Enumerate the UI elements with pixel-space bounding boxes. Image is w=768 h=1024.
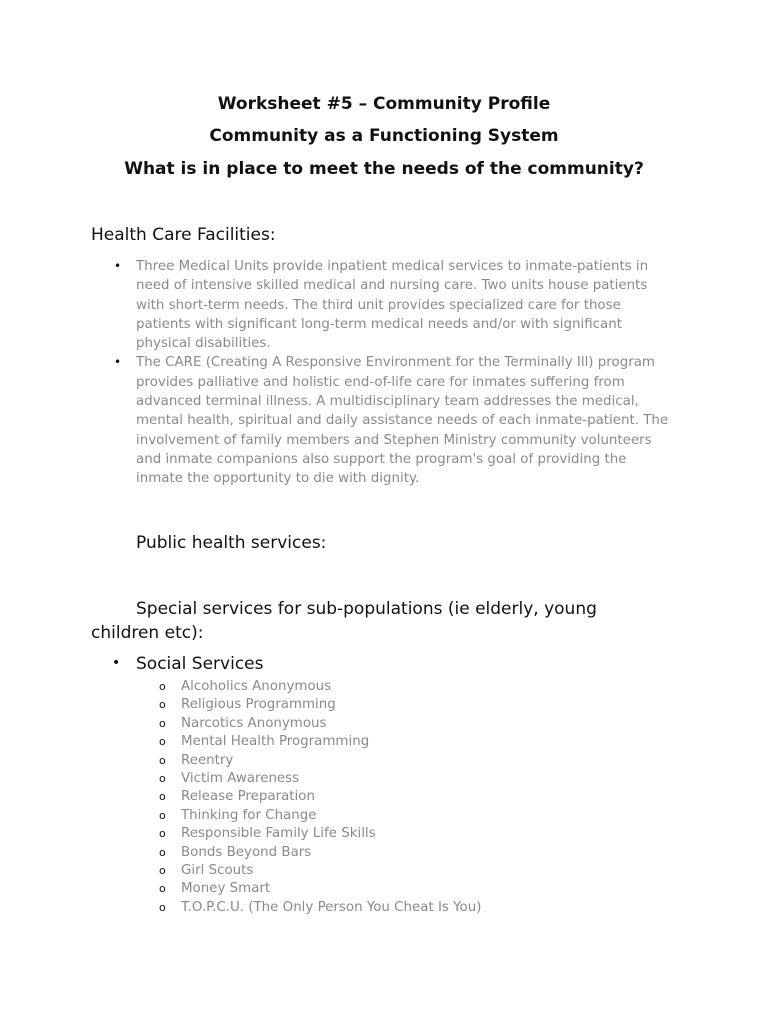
- list-item-label: Thinking for Change: [181, 807, 317, 823]
- bullet-icon: •: [112, 655, 121, 671]
- list-item: [159, 733, 481, 751]
- circle-bullet-icon: o: [159, 827, 166, 841]
- list-item-label: T.O.P.C.U. (The Only Person You Cheat Is You): [181, 899, 482, 915]
- circle-bullet-icon: o: [159, 753, 166, 767]
- list-item-label: Responsible Family Life Skills: [181, 826, 376, 842]
- facility-care-program-text: The CARE (Creating A Responsive Environment for the Terminally Ill) program provides palliative and holistic end-of-life care for inmates suffering from advanced terminal illness. A multidisciplinary team addresses the medical, mental health, spiritual and daily assistance needs of each inmate-patient. The involvement of family members and Stephen Ministry community volunteers and inmate companions also support the program's goal of providing the inmate the opportunity to die with dignity.: [136, 355, 669, 487]
- list-item-label: Girl Scouts: [181, 863, 254, 879]
- circle-bullet-icon: o: [159, 790, 166, 804]
- public-health-services-heading: Public health services:: [136, 533, 327, 553]
- circle-bullet-icon: o: [159, 882, 166, 896]
- list-item-label: Victim Awareness: [181, 771, 300, 787]
- bullet-icon: •: [114, 355, 122, 370]
- circle-bullet-icon: o: [159, 680, 166, 693]
- list-item-label: Reentry: [181, 752, 234, 768]
- circle-bullet-icon: o: [159, 845, 166, 859]
- list-item-label: Religious Programming: [181, 697, 336, 713]
- list-item-label: Alcoholics Anonymous: [181, 679, 332, 694]
- list-item: [114, 353, 676, 488]
- list-item-label: Mental Health Programming: [181, 734, 370, 750]
- circle-bullet-icon: o: [159, 864, 166, 878]
- list-item: [159, 844, 481, 862]
- worksheet-subtitle: Community as a Functioning System: [209, 126, 559, 146]
- list-item: [114, 257, 676, 353]
- social-services-list: [0, 678, 481, 917]
- social-services-heading: Social Services: [136, 654, 264, 674]
- list-item: [159, 678, 481, 696]
- list-item: [159, 807, 481, 825]
- circle-bullet-icon: o: [159, 698, 166, 712]
- health-care-facilities-heading: Health Care Facilities:: [91, 225, 276, 245]
- list-item-label: Release Preparation: [181, 789, 315, 805]
- facilities-list: [0, 257, 768, 489]
- list-item: [159, 825, 481, 843]
- special-services-heading: [91, 597, 651, 645]
- worksheet-question: What is in place to meet the needs of the community?: [124, 159, 644, 179]
- worksheet-title: Worksheet #5 – Community Profile: [217, 94, 551, 114]
- list-item-label: Narcotics Anonymous: [181, 715, 327, 731]
- bullet-icon: •: [114, 259, 122, 273]
- facility-medical-units-text: Three Medical Units provide inpatient medical services to inmate-patients in need of intensive skilled medical and nursing care. Two units house patients with short-term needs. The third unit provides specialized care for those patients with significant long-term medical needs and/or with significant physical disabilities.: [136, 259, 649, 352]
- circle-bullet-icon: o: [159, 900, 166, 914]
- list-item: [159, 788, 481, 806]
- circle-bullet-icon: o: [159, 808, 166, 822]
- list-item: [159, 752, 481, 770]
- list-item: [159, 862, 481, 880]
- special-services-heading-text: Special services for sub-populations (ie elderly, young children etc):: [91, 599, 597, 643]
- list-item: [159, 715, 481, 733]
- list-item: [159, 696, 481, 714]
- list-item: [159, 880, 481, 898]
- list-item-label: Bonds Beyond Bars: [181, 844, 312, 860]
- list-item: [159, 770, 481, 788]
- circle-bullet-icon: o: [159, 735, 166, 749]
- circle-bullet-icon: o: [159, 772, 166, 786]
- list-item-label: Money Smart: [181, 881, 271, 897]
- circle-bullet-icon: o: [159, 716, 166, 730]
- list-item: [159, 899, 482, 917]
